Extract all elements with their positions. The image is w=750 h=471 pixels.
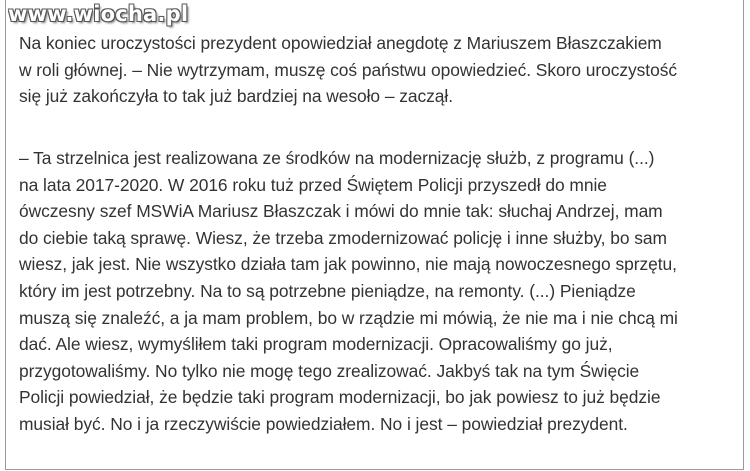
text-line: do ciebie taką sprawę. Wiesz, że trzeba zmodernizować policję i inne służby, bo sam bbox=[19, 227, 667, 248]
text-line: – Ta strzelnica jest realizowana ze środków na modernizację służb, z programu (...) bbox=[19, 148, 655, 168]
text-line: muszą się znaleźć, a ja mam problem, bo w rządzie mi mówią, że nie ma i nie chcą mi bbox=[19, 307, 678, 328]
text-line: Na koniec uroczystości prezydent opowiedział anegdotę z Mariuszem Błaszczakiem bbox=[19, 33, 662, 53]
site-watermark: www.wiocha.pl bbox=[8, 2, 189, 26]
text-line: na lata 2017-2020. W 2016 roku tuż przed Świętem Policji przyszedł do mnie bbox=[19, 174, 607, 195]
text-line: w roli głównej. – Nie wytrzymam, muszę coś państwu opowiedzieć. Skoro uroczystość bbox=[19, 59, 678, 80]
text-line: dać. Ale wiesz, wymyśliłem taki program modernizacji. Opracowaliśmy go już, bbox=[19, 334, 613, 355]
article-paragraph-1 bbox=[19, 30, 736, 110]
text-line: wiesz, jak jest. Nie wszystko działa tam jak powinno, nie mają nowoczesnego sprzętu, bbox=[19, 254, 677, 275]
text-line: przygotowaliśmy. No tylko nie mogę tego zrealizować. Jakbyś tak na tym Święcie bbox=[19, 360, 640, 381]
text-line: musiał być. No i ja rzeczywiście powiedziałem. No i jest – powiedział prezydent. bbox=[19, 413, 628, 434]
text-line: który im jest potrzebny. Na to są potrzebne pieniądze, na remonty. (...) Pieniądze bbox=[19, 280, 636, 301]
article-paragraph-2 bbox=[19, 145, 736, 438]
text-line: Policji powiedział, że będzie taki program modernizacji, bo jak powiesz to już będzie bbox=[19, 387, 661, 408]
text-line: ówczesny szef MSWiA Mariusz Błaszczak i mówi do mnie tak: słuchaj Andrzej, mam bbox=[19, 201, 663, 222]
text-line: się już zakończyła to tak już bardziej na wesoło – zaczął. bbox=[19, 86, 454, 107]
